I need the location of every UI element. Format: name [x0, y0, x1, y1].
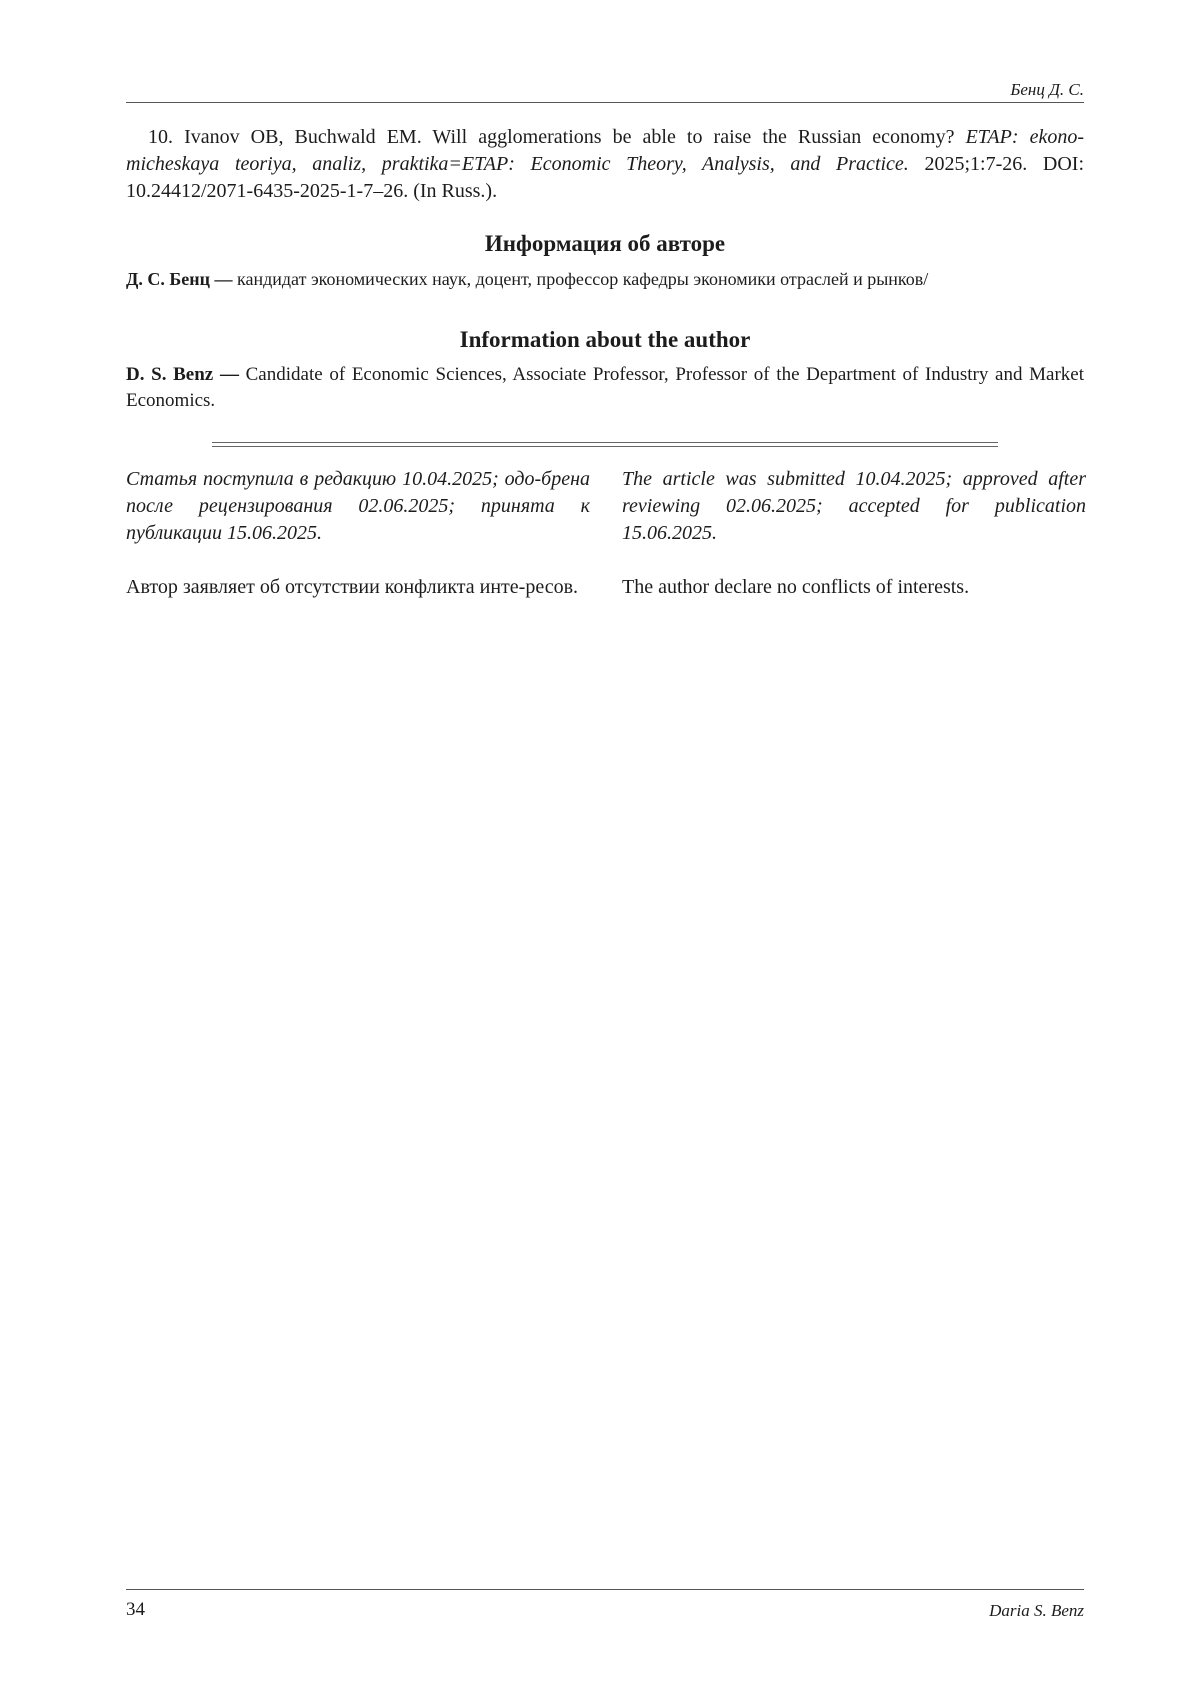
author-info-ru	[126, 266, 1084, 292]
author-info-en-title: Information about the author	[459, 327, 751, 352]
reference-journal: ETAP: ekono-micheskaya teoriya, analiz, praktika=ETAP: Economic Theory, Analysis, and Practice.	[126, 126, 1085, 175]
footer-rule	[126, 1589, 1084, 1590]
running-head: Бенц Д. С.	[1010, 80, 1084, 99]
author-dash-en: —	[219, 364, 239, 385]
header-rule	[126, 102, 1084, 103]
article-dates-ru: Статья поступила в редакцию 10.04.2025; одо-брена после рецензирования 02.06.2025; принята к публикации 15.06.2025.	[126, 468, 590, 544]
page-number: 34	[126, 1599, 145, 1620]
conflict-statement-ru: Автор заявляет об отсутствии конфликта инте-ресов.	[126, 576, 579, 598]
conflict-statement-en: The author declare no conflicts of interests.	[622, 576, 970, 598]
reference-details: 2025;1:7-26. DOI: 10.24412/2071-6435-2025-1-7–26. (In Russ.).	[126, 153, 1084, 202]
reference-number: 10.	[148, 126, 173, 148]
footer-author: Daria S. Benz	[989, 1601, 1084, 1620]
author-description-en: Candidate of Economic Sciences, Associate Professor, Professor of the Department of Industry and Market Economics.	[126, 364, 1085, 411]
article-dates-en: The article was submitted 10.04.2025; approved after reviewing 02.06.2025; accepted for publication 15.06.2025.	[622, 468, 1086, 544]
author-dash-ru: —	[214, 269, 233, 289]
author-name-ru: Д. С. Бенц	[126, 269, 211, 289]
section-divider	[212, 442, 998, 447]
author-name-en: D. S. Benz	[126, 364, 214, 385]
reference-item	[126, 124, 1084, 205]
author-info-en	[126, 362, 1084, 414]
author-info-ru-title: Информация об авторе	[484, 231, 726, 256]
reference-authors-title: Ivanov OB, Buchwald EM. Will agglomerations be able to raise the Russian economy?	[184, 126, 955, 148]
author-description-ru: кандидат экономических наук, доцент, профессор кафедры экономики отраслей и рынков/	[237, 269, 929, 289]
